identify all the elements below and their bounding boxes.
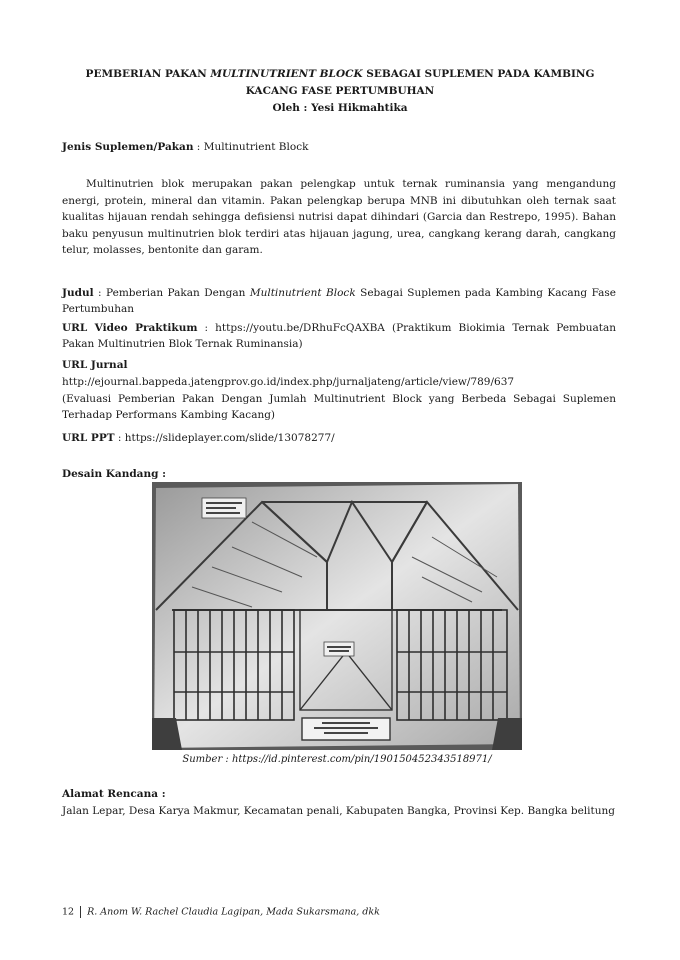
judul-label: Judul (62, 287, 94, 299)
separator: : (114, 432, 125, 444)
jurnal-url[interactable]: http://ejournal.bappeda.jatengprov.go.id/index.php/jurnaljateng/article/view/789/637 (62, 376, 515, 388)
judul-line (62, 285, 616, 317)
title-part: PEMBERIAN PAKAN (85, 68, 211, 80)
footer-authors: R. Anom W. Rachel Claudia Lagipan, Mada Sukarsmana, dkk (87, 906, 380, 918)
document-title (60, 66, 620, 117)
alamat-label-line (62, 786, 616, 802)
jurnal-description: (Evaluasi Pemberian Pakan Dengan Jumlah Multinutrient Block yang Berbeda Sebagai Suplemen Terhadap Performans Kambing Kacang) (62, 393, 616, 421)
separator: : (193, 141, 204, 153)
video-label: URL Video Praktikum (62, 322, 198, 334)
page-number: 12 (62, 906, 75, 918)
desain-line (62, 466, 616, 482)
jenis-value: Multinutrient Block (203, 141, 309, 153)
ppt-line (62, 430, 616, 446)
title-part: SEBAGAI SUPLEMEN PADA KAMBING (362, 68, 595, 80)
judul-value: Sebagai Suplemen pada Kambing Kacang Fase Pertumbuhan (62, 287, 617, 315)
jenis-label: Jenis Suplemen/Pakan (62, 141, 194, 153)
jurnal-label: URL Jurnal (62, 359, 128, 371)
jenis-line (62, 139, 616, 155)
kandang-design-photo (152, 482, 522, 750)
separator: : (93, 287, 107, 299)
separator: : (197, 322, 216, 334)
title-italic-part: MULTINUTRIENT BLOCK (210, 68, 363, 80)
jurnal-label-line (62, 357, 616, 373)
title-author: Oleh : Yesi Hikmahtika (272, 102, 408, 114)
alamat-value: Jalan Lepar, Desa Karya Makmur, Kecamatan penali, Kabupaten Bangka, Provinsi Kep. Bangka belitung (62, 805, 615, 817)
barn-sketch-icon (152, 482, 522, 750)
video-value[interactable]: https://youtu.be/DRhuFcQAXBA (Praktikum Biokimia Ternak Pembuatan Pakan Multinutrien Blok Ternak Ruminansia) (62, 322, 616, 350)
alamat-label: Alamat Rencana : (62, 788, 166, 800)
video-line (62, 320, 616, 352)
page-footer (62, 906, 380, 918)
description-paragraph: Multinutrien blok merupakan pakan pelengkap untuk ternak ruminansia yang mengandung energi, protein, mineral dan vitamin. Pakan pelengkap berupa MNB ini dibutuhkan oleh ternak saat kualitas hijauan rendah sehingga defisiensi nutrisi dapat dihindari (Garcia dan Restrepo, 1995). Bahan baku penyusun multinutrien blok terdiri atas hijauan jagung, urea, cangkang kerang darah, cangkang telur, molasses, bentonite dan garam. (62, 178, 616, 256)
ppt-label: URL PPT (62, 432, 115, 444)
judul-value: Pemberian Pakan Dengan (106, 287, 250, 299)
ppt-value[interactable]: https://slideplayer.com/slide/13078277/ (124, 432, 335, 444)
footer-divider (80, 906, 81, 918)
judul-value-italic: Multinutrient Block (249, 287, 356, 299)
title-line-2: KACANG FASE PERTUMBUHAN (245, 85, 435, 97)
title-line-1 (60, 66, 620, 83)
figure-caption: Sumber : https://id.pinterest.com/pin/190150452343518971/ (182, 754, 492, 765)
desain-label: Desain Kandang : (62, 468, 166, 480)
